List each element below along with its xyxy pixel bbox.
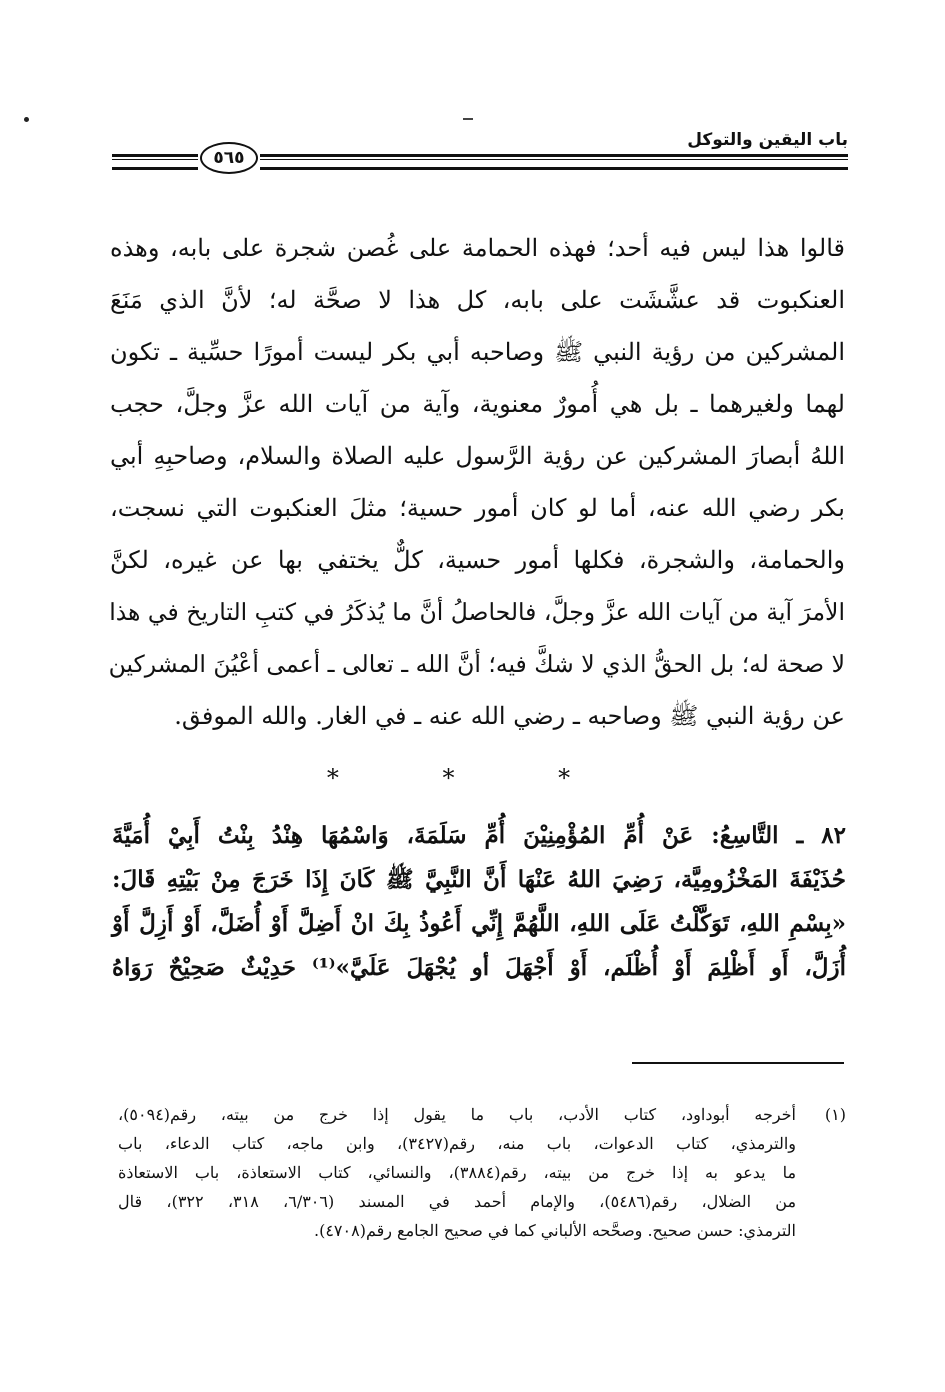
scan-speck <box>24 117 29 122</box>
header-rule-right <box>260 154 848 170</box>
body-line: بكر رضي الله عنه، أما لو كان أمور حسية؛ مثلَ العنكبوت التي نسجت، <box>110 494 845 522</box>
body-line: اللهُ أبصارَ المشركين عن رؤية الرَّسول عليه الصلاة والسلام، وصاحبِهِ أبي <box>110 442 845 470</box>
page-number: ٥٦٥ <box>200 142 258 174</box>
body-line: لا صحة له؛ بل الحقُّ الذي لا شكَّ فيه؛ أنَّ الله ـ تعالى ـ أعمى أعْيُنَ المشركين <box>108 650 845 678</box>
body-line: لهما ولغيرهما ـ بل هي أُمورٌ معنوية، وآية من آيات الله عزَّ وجلَّ، حجب <box>110 390 845 418</box>
body-line: الأمرَ آية من آيات الله عزَّ وجلَّ، فالحاصلُ أنَّ ما يُذكَرُ في كتبِ التاريخ في هذا <box>109 598 845 626</box>
hadith-paragraph <box>112 814 846 990</box>
footnote <box>118 1100 846 1245</box>
hadith-line: «بِسْمِ اللهِ، تَوَكَّلْتُ عَلَى اللهِ، اللَّهُمَّ إِنِّي أَعُوذُ بِكَ انْ أَضِلَّ أَوْ أُضَلَّ، أَوْ أَزِلَّ أَوْ <box>112 910 846 937</box>
header-rule-left <box>112 154 198 170</box>
body-line: المشركين من رؤية النبي ﷺ وصاحبه أبي بكر ليست أمورًا حسِّية ـ تكون <box>110 338 845 366</box>
running-title: باب اليقين والتوكل <box>687 130 848 150</box>
body-line: عن رؤية النبي ﷺ وصاحبه ـ رضي الله عنه ـ في الغار. والله الموفق. <box>174 702 845 730</box>
footnote-line: أخرجه أبوداود، كتاب الأدب، باب ما يقول إذا خرج من بيته، رقم(٥٠٩٤)، <box>118 1105 796 1124</box>
hadith-line: أُزَلَّ، أَو أَظْلِمَ أَوْ أُظْلَم، أَوْ أَجْهَلَ أو يُجْهَلَ عَلَيَّ»⁽¹⁾ حَدِيْثٌ صَحِيْحٌ رَوَاهُ <box>112 954 846 981</box>
footnote-line: ما يدعو به إذا خرج من بيته، رقم(٣٨٨٤)، والنسائي، كتاب الاستعاذة، باب الاستعاذة <box>118 1163 797 1182</box>
hadith-line: ٨٢ ـ التَّاسِعُ: عَنْ أُمِّ المُؤْمِنِيْنَ أُمِّ سَلَمَةَ، وَاسْمُهَا هِنْدُ بِنْتُ أَبِيْ أُمَيَّةَ <box>112 822 846 849</box>
footnote-rule <box>632 1062 844 1064</box>
footnote-line: من الضلال، رقم(٥٤٨٦)، والإمام أحمد في المسند (٦/٣٠٦، ٣١٨، ٣٢٢)، قال <box>118 1192 797 1211</box>
footnote-line: والترمذي، كتاب الدعوات، باب منه، رقم(٣٤٢٧)، وابن ماجه، كتاب الدعاء، باب <box>118 1134 796 1153</box>
body-line: قالوا هذا ليس فيه أحد؛ فهذه الحمامة على غُصن شجرة على بابه، وهذه <box>110 234 845 262</box>
page-header <box>112 130 848 176</box>
section-separator: * * * <box>326 764 619 792</box>
hadith-line: حُذَيْفَةَ المَخْزُومِيَّة، رَضِيَ اللهُ عَنْهَا أَنَّ النَّبِيَّ ﷺ كَانَ إِذَا خَرَجَ مِنْ بَيْتِهِ قَالَ: <box>112 866 846 893</box>
body-line: العنكبوت قد عشَّشَت على بابه، كل هذا لا صحَّة له؛ لأنَّ الذي مَنَعَ <box>110 286 845 314</box>
footnote-body <box>118 1100 796 1245</box>
footnote-number: (١) <box>824 1105 846 1124</box>
footnote-line: الترمذي: حسن صحيح. وصحَّحه الألباني كما في صحيح الجامع رقم(٤٧٠٨). <box>314 1221 796 1240</box>
commentary-paragraph <box>110 222 845 742</box>
body-line: والحمامة، والشجرة، فكلها أمور حسية، كلٌّ يختفي بها عن غيره، لكنَّ <box>110 546 845 574</box>
scan-mark <box>463 118 473 120</box>
